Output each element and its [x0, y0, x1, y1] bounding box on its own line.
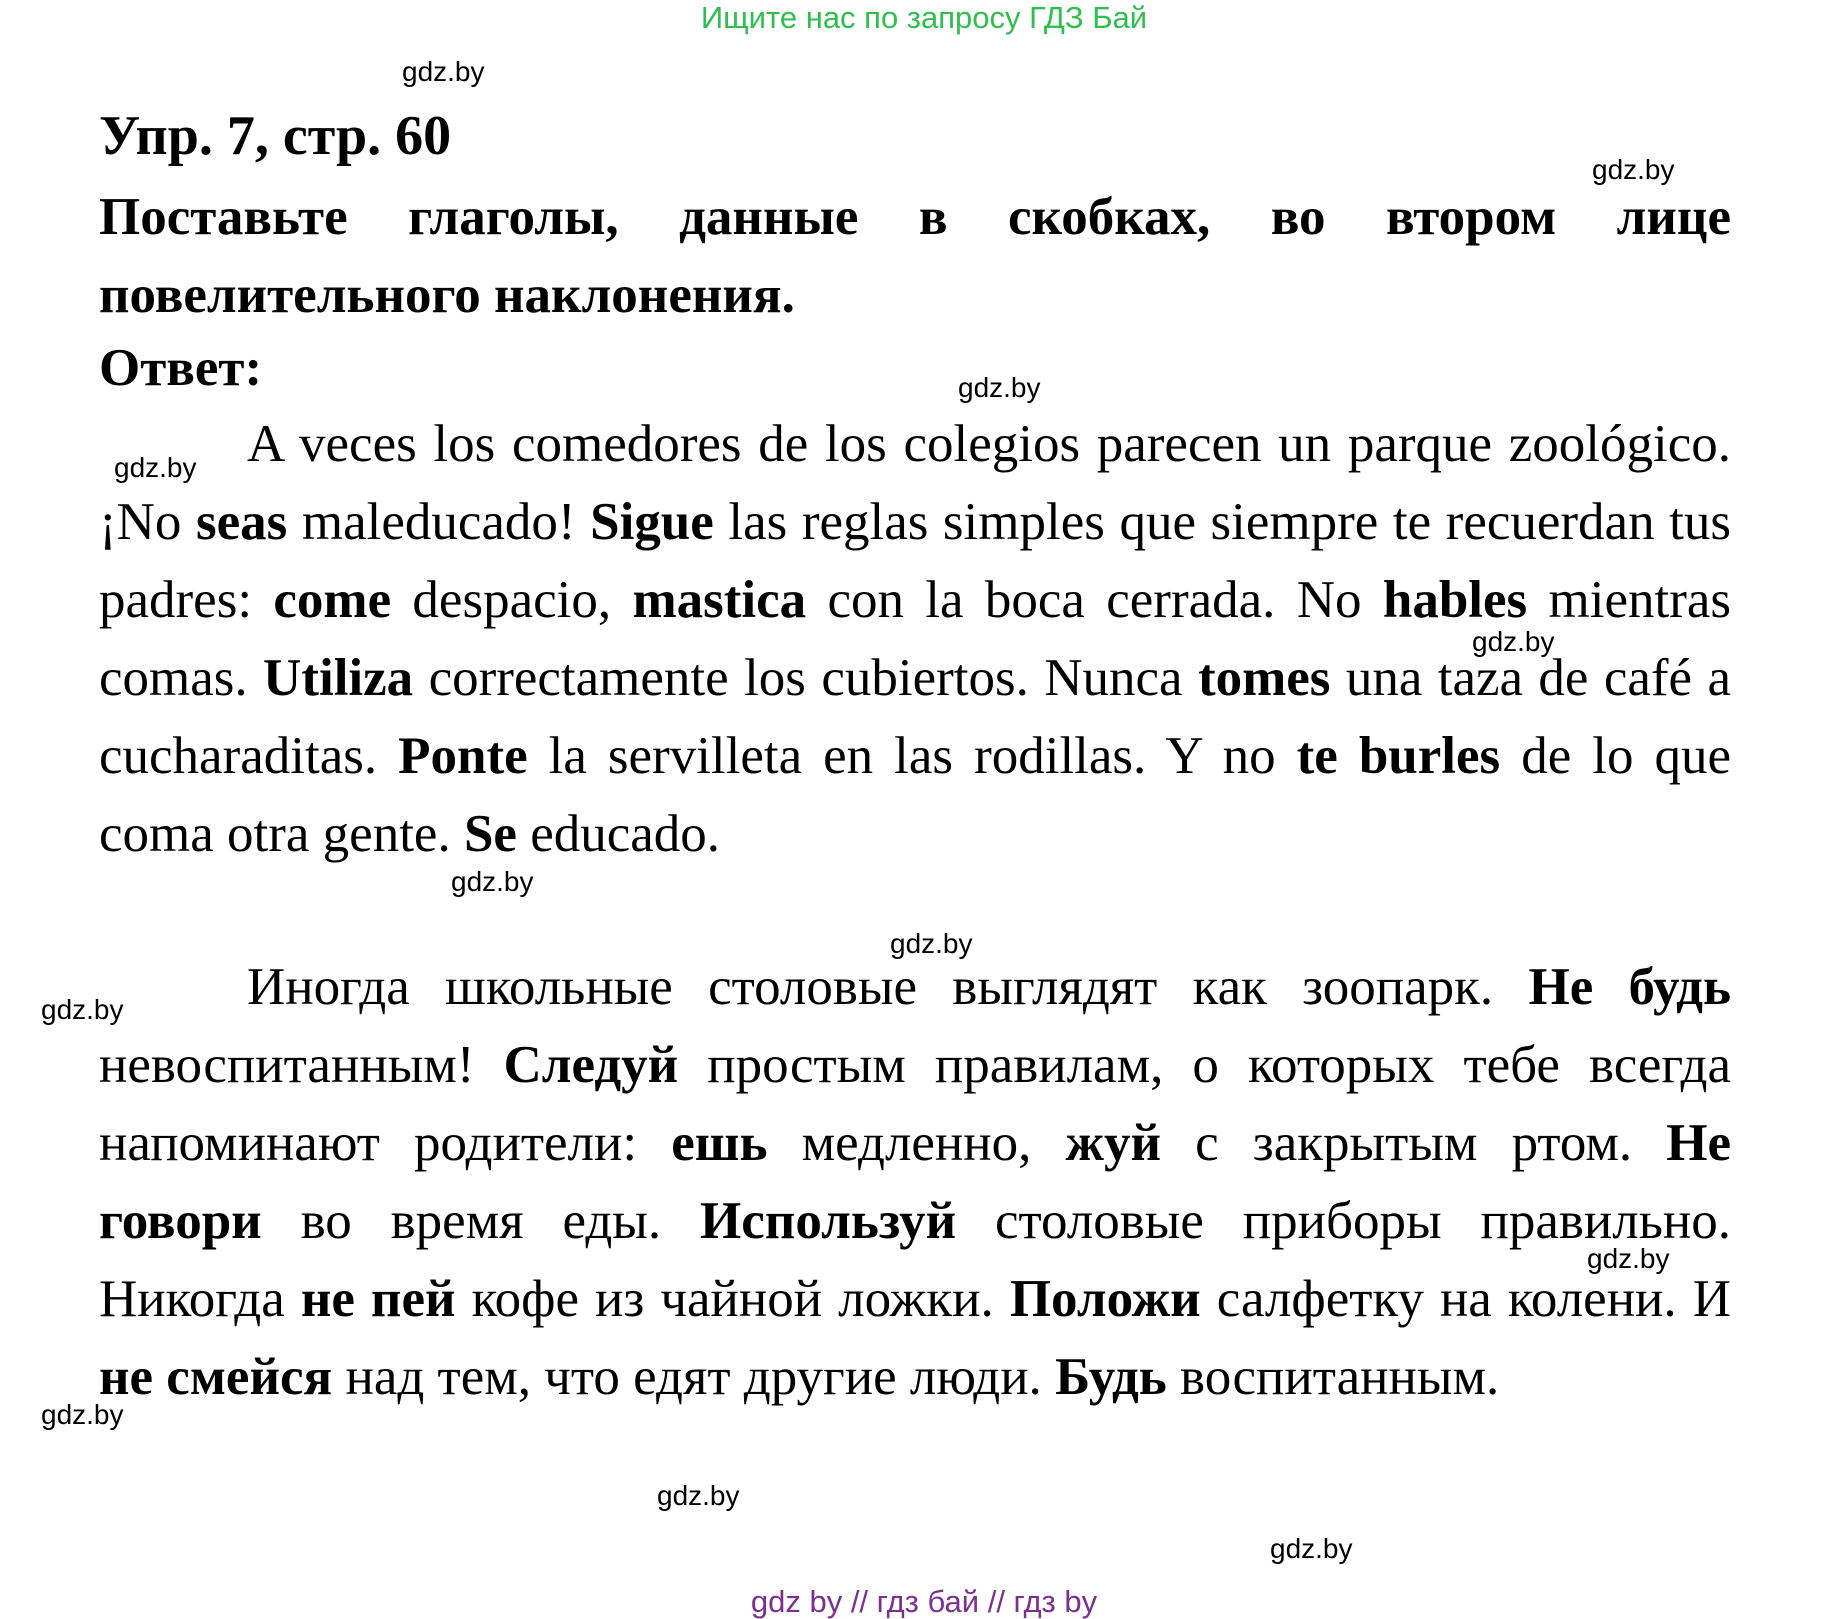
text-run: простым правилам, о которых тебе всегда напоминают родители:	[99, 1036, 1731, 1172]
text-run: кофе из чайной ложки.	[455, 1270, 1010, 1328]
imperative-verb: Используй	[700, 1192, 957, 1250]
watermark: gdz.by	[1472, 626, 1555, 657]
text-run: maleducado!	[287, 493, 591, 551]
watermark: gdz.by	[114, 452, 197, 483]
text-run: столовые приборы правильно. Никогда	[99, 1192, 1731, 1328]
imperative-verb: Не говори	[99, 1114, 1732, 1250]
imperative-verb: Ponte	[398, 727, 528, 785]
text-run: educado.	[516, 805, 721, 863]
text-run: mientras comas.	[99, 571, 1731, 707]
top-banner: Ищите нас по запросу ГДЗ Бай	[700, 0, 1148, 35]
watermark: gdz.by	[451, 866, 534, 897]
imperative-verb: hables	[1382, 571, 1528, 629]
text-run: las reglas simples que siempre te recuerdan tus padres:	[99, 493, 1731, 629]
imperative-verb: не смейся	[99, 1348, 333, 1406]
watermark: gdz.by	[1592, 154, 1675, 185]
text-run: невоспитанным!	[99, 1036, 504, 1094]
imperative-verb: Не будь	[1528, 958, 1731, 1016]
imperative-verb: жуй	[1065, 1114, 1162, 1172]
watermark: gdz.by	[41, 1399, 124, 1430]
text-run: Иногда школьные столовые выглядят как зоопарк.	[247, 958, 1529, 1016]
imperative-verb: Se	[463, 805, 517, 863]
russian-paragraph	[99, 948, 1731, 1416]
text-run: de lo que coma otra gente.	[99, 727, 1731, 863]
text-run: una taza de café a cucharaditas.	[99, 649, 1731, 785]
text-run: despacio,	[391, 571, 633, 629]
text-run: correctamente los cubiertos. Nunca	[413, 649, 1198, 707]
imperative-verb: Положи	[1009, 1270, 1201, 1328]
text-run: con la boca cerrada. No	[806, 571, 1383, 629]
watermark: gdz.by	[1270, 1533, 1353, 1564]
imperative-verb: Будь	[1055, 1348, 1167, 1406]
imperative-verb: Sigue	[590, 493, 714, 551]
text-run: воспитанным.	[1166, 1348, 1500, 1406]
footer-links: gdz by // гдз бай // гдз by	[750, 1584, 1098, 1619]
watermark: gdz.by	[41, 994, 124, 1025]
text-run: la servilleta en las rodillas. Y no	[527, 727, 1297, 785]
text-run: медленно,	[767, 1114, 1066, 1172]
answer-label: Ответ:	[99, 339, 263, 397]
text-run: салфетку на колени. И	[1200, 1270, 1731, 1328]
imperative-verb: te burles	[1296, 727, 1501, 785]
task-instruction: Поставьте глаголы, данные в скобках, во втором лице повелительного наклонения.	[99, 188, 1731, 324]
imperative-verb: seas	[196, 493, 288, 551]
watermark: gdz.by	[1587, 1243, 1670, 1274]
watermark: gdz.by	[402, 56, 485, 87]
imperative-verb: tomes	[1197, 649, 1331, 707]
watermark: gdz.by	[657, 1480, 740, 1511]
watermark: gdz.by	[958, 372, 1041, 403]
imperative-verb: ешь	[671, 1114, 768, 1172]
imperative-verb: Следуй	[503, 1036, 679, 1094]
text-run: во время еды.	[261, 1192, 701, 1250]
text-run: A veces los comedores de los colegios parecen un parque zoológico. ¡No	[99, 415, 1731, 551]
imperative-verb: mastica	[632, 571, 807, 629]
imperative-verb: Utiliza	[263, 649, 414, 707]
imperative-verb: не пей	[300, 1270, 456, 1328]
text-run: над тем, что едят другие люди.	[332, 1348, 1056, 1406]
watermark: gdz.by	[890, 928, 973, 959]
exercise-title: Упр. 7, стр. 60	[99, 105, 452, 167]
imperative-verb: come	[273, 571, 392, 629]
text-run: с закрытым ртом.	[1161, 1114, 1667, 1172]
